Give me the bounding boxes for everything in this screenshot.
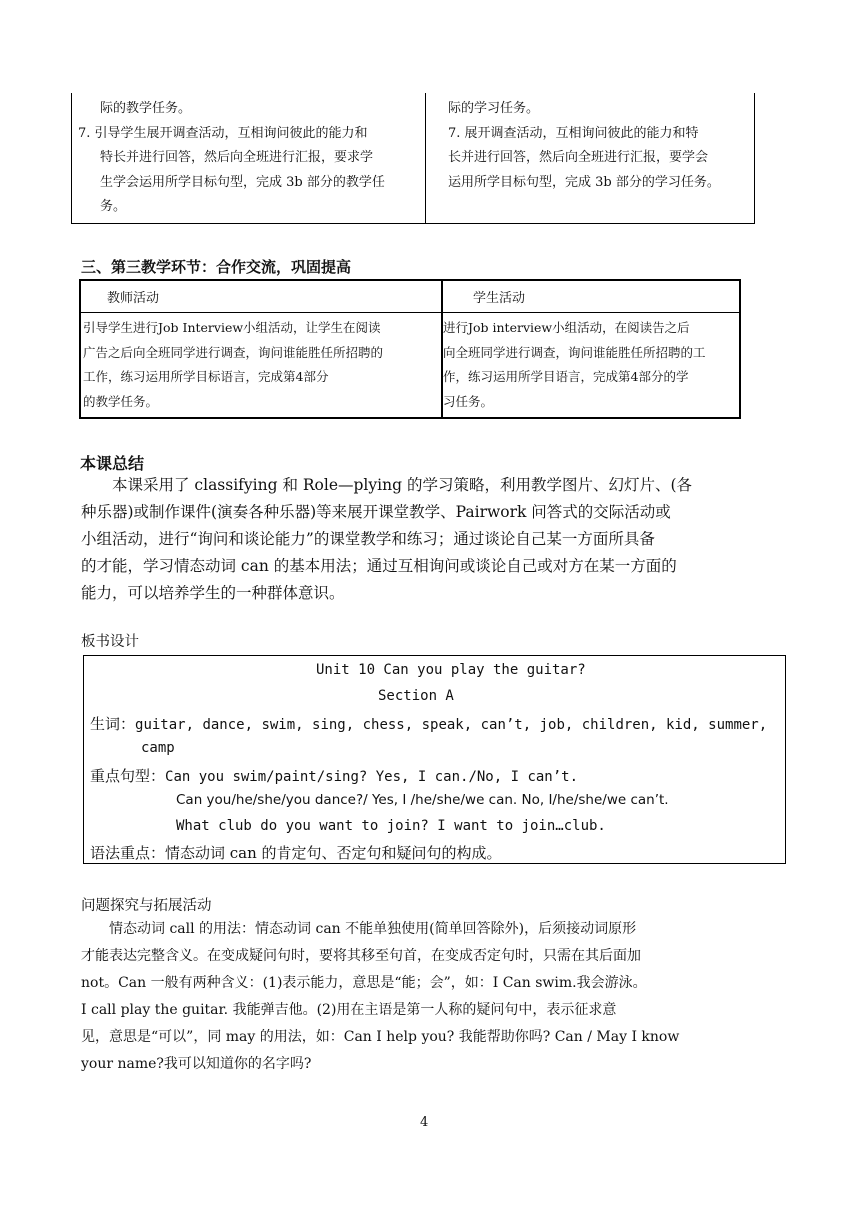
- text-line: 种乐器)或制作课件(演奏各种乐器)等来展开课堂教学、Pairwork 问答式的交际活动或: [81, 503, 671, 521]
- text-line: 见，意思是“可以”，同 may 的用法，如：Can I help you? 我能帮助你吗? Can / May I know: [81, 1029, 680, 1045]
- vocab-label: 生词：: [90, 715, 136, 733]
- table-header-row: [81, 281, 739, 313]
- summary-title: 本课总结: [80, 454, 145, 473]
- pattern-label: 重点句型：: [90, 767, 166, 785]
- teacher-activity-cell: [78, 97, 422, 220]
- prev-activity-table: [71, 93, 755, 224]
- pattern-row: [90, 765, 578, 786]
- table-divider: [425, 93, 426, 223]
- text-line: 小组活动，进行“询问和谈论能力”的课堂教学和练习；通过谈论自己某一方面所具备: [81, 530, 655, 548]
- explore-title: 问题探究与拓展活动: [81, 898, 212, 914]
- board-title: 板书设计: [81, 634, 139, 650]
- text-line: 习任务。: [443, 393, 494, 409]
- text-line: 特长并进行回答，然后向全班进行汇报，要求学: [100, 150, 374, 165]
- pattern-text: Can you swim/paint/sing? Yes, I can./No, I can’t.: [165, 769, 579, 785]
- vocab-row: [90, 713, 767, 734]
- text-line: 务。: [100, 199, 127, 214]
- vocab-text: guitar, dance, swim, sing, chess, speak, can’t, job, children, kid, summer,: [135, 717, 768, 733]
- section-label: Section A: [378, 688, 454, 704]
- text-line: 运用所学目标句型，完成 3b 部分的学习任务。: [448, 174, 720, 190]
- text-line: 7. 引导学生展开调查活动，互相询问彼此的能力和: [78, 125, 368, 141]
- text-line: 工作，练习运用所学目标语言，完成第4部分: [83, 369, 329, 384]
- text-line: 的才能，学习情态动词 can 的基本用法；通过互相询问或谈论自己或对方在某一方面的: [81, 557, 677, 575]
- text-line: your name?我可以知道你的名字吗?: [81, 1056, 312, 1072]
- student-activity-cell: [443, 316, 706, 414]
- text-line: 本课采用了 classifying 和 Role—plying 的学习策略，利用教学图片、幻灯片、(各: [81, 476, 692, 494]
- text-line: 际的教学任务。: [100, 101, 192, 116]
- text-line: 进行Job interview小组活动，在阅读告之后: [443, 320, 690, 335]
- text-line: 际的学习任务。: [448, 101, 540, 116]
- text-line: 才能表达完整含义。在变成疑问句时，要将其移至句首，在变成否定句时，只需在其后面加: [81, 948, 641, 964]
- student-activity-cell: [448, 97, 752, 195]
- pattern-text: What club do you want to join? I want to join…club.: [176, 818, 606, 834]
- page-number: 4: [420, 1115, 429, 1130]
- text-line: 长并进行回答，然后向全班进行汇报，要学会: [448, 150, 709, 165]
- text-line: 能力，可以培养学生的一种群体意识。: [81, 584, 345, 602]
- student-header: 学生活动: [473, 291, 526, 306]
- text-line: 广告之后向全班同学进行调查，询问谁能胜任所招聘的: [83, 344, 384, 360]
- text-line: I call play the guitar. 我能弹吉他。(2)用在主语是第一人称的疑问句中，表示征求意: [81, 1002, 617, 1018]
- pattern-text: Can you/he/she/you dance?/ Yes, I /he/she/we can. No, I/he/she/we can’t.: [176, 792, 669, 808]
- board-design-box: [83, 655, 786, 864]
- text-line: 向全班同学进行调查，询问谁能胜任所招聘的工: [443, 344, 706, 360]
- section-heading: 三、第三教学环节：合作交流，巩固提高: [81, 258, 352, 276]
- teacher-activity-cell: [83, 316, 383, 414]
- text-line: 引导学生进行Job Interview小组活动，让学生在阅读: [83, 320, 381, 335]
- text-line: 生学会运用所学目标句型，完成 3b 部分的教学任: [100, 174, 385, 190]
- explore-paragraph: [81, 916, 679, 1078]
- vocab-continued: camp: [141, 740, 175, 756]
- unit-title: Unit 10 Can you play the guitar?: [316, 662, 586, 678]
- teaching-activity-table: [79, 279, 741, 419]
- summary-paragraph: [81, 472, 781, 607]
- text-line: 7. 展开调查活动，互相询问彼此的能力和特: [448, 125, 699, 141]
- grammar-text: 情态动词 can 的肯定句、否定句和疑问句的构成。: [165, 844, 502, 862]
- text-line: not。Can 一般有两种含义：(1)表示能力，意思是“能；会”，如：I Can swim.我会游泳。: [81, 975, 647, 991]
- teacher-header: 教师活动: [107, 291, 160, 306]
- text-line: 作，练习运用所学目语言，完成第4部分的学: [443, 369, 689, 384]
- grammar-label: 语法重点：: [90, 844, 166, 862]
- grammar-row: [90, 842, 502, 863]
- text-line: 情态动词 call 的用法：情态动词 can 不能单独使用(简单回答除外)，后须接动词原形: [81, 921, 637, 937]
- text-line: 的教学任务。: [83, 393, 159, 409]
